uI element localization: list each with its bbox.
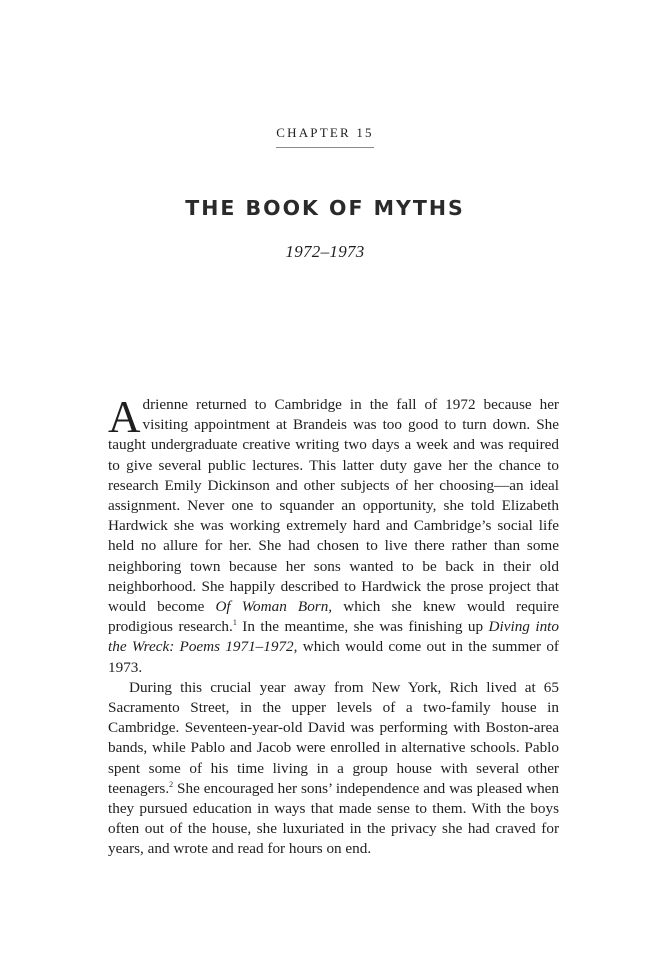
paragraph-1-text-a: drienne returned to Cambridge in the fall of 1972 because her visiting appointment at Brandeis was too good to turn down. She taught undergraduate creative writing two days a week and was required to give several public lectures. This latter duty gave her the chance to research Emily Dickinson and other subjects of her choosing—an ideal assignment. Never one to squander an opportunity, she told Elizabeth Hardwick she was working extremely hard and Cambridge’s social life held no allure for her. She had chosen to live there rather than some neighboring town because her sons wanted to be back in their old neighborhood. She happily described to Hardwick the prose project that would become: [108, 396, 559, 616]
book-title-of-woman-born: Of Woman Born,: [215, 598, 333, 616]
paragraph-2: [108, 678, 559, 860]
footnote-ref-1[interactable]: 1: [232, 618, 237, 628]
paragraph-1: [108, 392, 559, 678]
chapter-number: CHAPTER 15: [276, 125, 373, 148]
paragraph-1-text-d: which would come out in the summer of 1973.: [108, 638, 559, 676]
chapter-label: [0, 124, 650, 148]
paragraph-1-text-c: In the meantime, she was finishing up: [236, 618, 489, 636]
paragraph-2-text-a: During this crucial year away from New York, Rich lived at 65 Sacramento Street, in the upper levels of a two-family house in Cambridge. Seventeen-year-old David was performing with Boston-area bands, while Pablo and Jacob were enrolled in alternative schools. Pablo spent some of his time living in a group house with several other teenagers.: [108, 678, 559, 797]
footnote-ref-2[interactable]: 2: [169, 779, 174, 789]
chapter-body: [108, 392, 559, 860]
drop-cap: A: [108, 392, 141, 442]
chapter-title: THE BOOK OF MYTHS: [185, 196, 465, 220]
paragraph-2-text-b: She encouraged her sons’ independence and was pleased when they pursued education in ways that made sense to them. With the boys often out of the house, she luxuriated in the privacy she had craved for years, and wrote and read for hours on end.: [108, 779, 559, 858]
book-title-diving-into-the-wreck: Diving into the Wreck: Poems 1971–1972,: [108, 618, 559, 656]
paragraph-1-text-b: which she knew would require prodigious research.: [108, 598, 559, 636]
chapter-dates: 1972–1973: [285, 242, 365, 261]
